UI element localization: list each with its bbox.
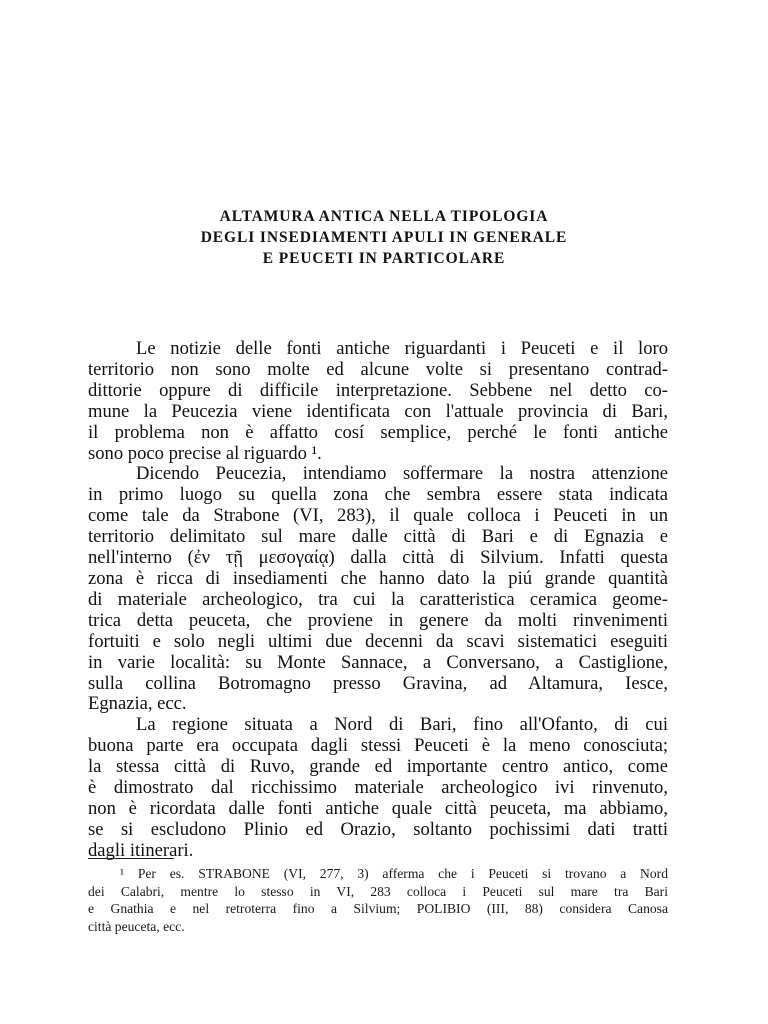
chapter-title (0, 206, 768, 269)
paragraph-line: Dicendo Peucezia, intendiamo soffermare la nostra attenzione (136, 463, 668, 485)
footnote-line: città peuceta, ecc. (88, 918, 185, 934)
paragraph-line: mune la Peucezia viene identificata con l'attuale provincia di Bari, (88, 400, 668, 422)
title-line-1: ALTAMURA ANTICA NELLA TIPOLOGIA (219, 208, 549, 225)
paragraph-line: il problema non è affatto cosí semplice, perché le fonti antiche (88, 421, 668, 443)
footnote (88, 865, 668, 935)
title-line-3: E PEUCETI IN PARTICOLARE (262, 250, 506, 267)
paragraph-line: sulla collina Botromagno presso Gravina, ad Altamura, Iesce, (88, 672, 668, 694)
paragraph-line: territorio non sono molte ed alcune volte si presentano contrad- (88, 358, 668, 380)
paragraph-line: in varie località: su Monte Sannace, a Conversano, a Castiglione, (88, 651, 668, 673)
paragraph-line: zona è ricca di insediamenti che hanno dato la piú grande quantità (88, 567, 668, 589)
body-text (88, 339, 668, 862)
paragraph-line: buona parte era occupata dagli stessi Peuceti è la meno conosciuta; (88, 735, 668, 757)
paragraph-line: è dimostrato dal ricchissimo materiale archeologico ivi rinvenuto, (88, 777, 668, 799)
paragraph-line: trica detta peuceta, che proviene in genere da molti rinvenimenti (88, 609, 668, 631)
paragraph-line: nell'interno (ἐν τῇ μεσογαίᾳ) dalla città di Silvium. Infatti questa (88, 547, 668, 569)
title-line-2: DEGLI INSEDIAMENTI APULI IN GENERALE (200, 229, 568, 246)
paragraph-line: in primo luogo su quella zona che sembra essere stata indicata (88, 484, 668, 506)
paragraph-line: come tale da Strabone (VI, 283), il quale colloca i Peuceti in un (88, 505, 668, 527)
footnote-divider (88, 858, 174, 859)
paragraph-line: non è ricordata dalle fonti antiche quale città peuceta, ma abbiamo, (88, 797, 668, 819)
paragraph-line: La regione situata a Nord di Bari, fino all'Ofanto, di cui (136, 714, 668, 736)
paragraph-line: dagli itinerari. (88, 839, 194, 861)
footnote-line: e Gnathia e nel retroterra fino a Silvium; POLIBIO (III, 88) considera Canosa (88, 901, 668, 917)
paragraph-line: Le notizie delle fonti antiche riguardanti i Peuceti e il loro (136, 338, 668, 359)
footnote-line: dei Calabri, mentre lo stesso in VI, 283 colloca i Peuceti sul mare tra Bari (88, 883, 668, 899)
paragraph-line: territorio delimitato sul mare dalle città di Bari e di Egnazia e (88, 526, 668, 548)
paragraph-line: Egnazia, ecc. (88, 693, 187, 715)
paragraph-line: fortuiti e solo negli ultimi due decenni da scavi sistematici eseguiti (88, 630, 668, 652)
paragraph-line: dittorie oppure di difficile interpretazione. Sebbene nel detto co- (88, 379, 668, 401)
paragraph-line: di materiale archeologico, tra cui la caratteristica ceramica geome- (88, 588, 668, 610)
paragraph-line: sono poco precise al riguardo ¹. (88, 442, 322, 464)
paragraph-line: la stessa città di Ruvo, grande ed importante centro antico, come (88, 756, 668, 778)
paragraph-line: se si escludono Plinio ed Orazio, soltanto pochissimi dati tratti (88, 818, 668, 840)
footnote-line: ¹ Per es. STRABONE (VI, 277, 3) afferma che i Peuceti si trovano a Nord (120, 866, 668, 881)
